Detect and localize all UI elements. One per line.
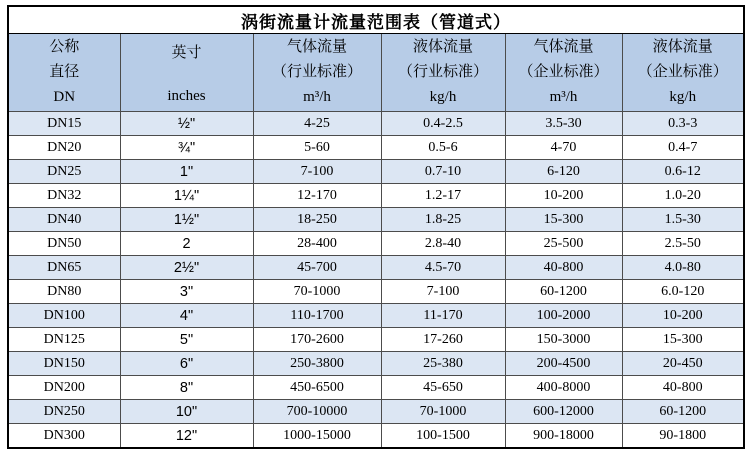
table-row: [8, 400, 744, 424]
header-gas-industry-line2: （行业标准）: [271, 64, 362, 80]
cell-dn: DN200: [8, 376, 120, 400]
cell-liq-ent: 90-1800: [622, 424, 744, 449]
cell-gas-ind: 1000-15000: [253, 424, 381, 449]
cell-liq-ent: 2.5-50: [622, 232, 744, 256]
cell-inches: 3": [120, 280, 253, 304]
cell-inches: ¾": [120, 136, 253, 160]
flow-range-table: [7, 5, 745, 449]
cell-inches: 1½": [120, 208, 253, 232]
table-row: [8, 232, 744, 256]
cell-gas-ind: 4-25: [253, 112, 381, 136]
cell-liq-ent: 0.3-3: [622, 112, 744, 136]
cell-dn: DN80: [8, 280, 120, 304]
header-liquid-industry-line1: 液体流量: [412, 39, 473, 55]
cell-gas-ent: 60-1200: [505, 280, 622, 304]
cell-gas-ind: 110-1700: [253, 304, 381, 328]
table-row: [8, 352, 744, 376]
header-gas-enterprise: [505, 34, 622, 112]
header-liquid-industry-line2: （行业标准）: [397, 64, 488, 80]
cell-dn: DN50: [8, 232, 120, 256]
header-gas-enterprise-unit: m³/h: [549, 89, 578, 105]
table-row: [8, 304, 744, 328]
cell-dn: DN65: [8, 256, 120, 280]
cell-liq-ent: 6.0-120: [622, 280, 744, 304]
cell-liq-ent: 15-300: [622, 328, 744, 352]
cell-inches: ½": [120, 112, 253, 136]
header-inches: [120, 34, 253, 112]
cell-gas-ind: 5-60: [253, 136, 381, 160]
header-liquid-enterprise: [622, 34, 744, 112]
table-row: [8, 160, 744, 184]
cell-gas-ind: 170-2600: [253, 328, 381, 352]
table-row: [8, 376, 744, 400]
cell-inches: 12": [120, 424, 253, 449]
cell-gas-ind: 700-10000: [253, 400, 381, 424]
cell-liq-ent: 1.5-30: [622, 208, 744, 232]
cell-dn: DN32: [8, 184, 120, 208]
cell-liq-ent: 10-200: [622, 304, 744, 328]
header-inches-line1: 英寸: [171, 45, 202, 61]
cell-liq-ent: 4.0-80: [622, 256, 744, 280]
header-gas-industry-unit: m³/h: [303, 89, 331, 105]
table-row: [8, 256, 744, 280]
table-row: [8, 208, 744, 232]
header-gas-enterprise-line2: （企业标准）: [518, 64, 609, 80]
cell-inches: 8": [120, 376, 253, 400]
cell-dn: DN300: [8, 424, 120, 449]
table-row: [8, 184, 744, 208]
header-row: [8, 34, 744, 112]
cell-liq-ent: 0.4-7: [622, 136, 744, 160]
cell-gas-ent: 10-200: [505, 184, 622, 208]
table-body: [8, 112, 744, 449]
header-liquid-enterprise-unit: kg/h: [669, 89, 697, 105]
cell-liq-ent: 60-1200: [622, 400, 744, 424]
table-row: [8, 136, 744, 160]
cell-liq-ind: 2.8-40: [381, 232, 505, 256]
cell-gas-ind: 12-170: [253, 184, 381, 208]
header-dn-line1: 公称: [49, 39, 80, 55]
cell-gas-ind: 250-3800: [253, 352, 381, 376]
cell-liq-ind: 1.2-17: [381, 184, 505, 208]
header-liquid-enterprise-line2: （企业标准）: [637, 64, 728, 80]
header-inches-line2: inches: [167, 88, 206, 104]
cell-gas-ind: 70-1000: [253, 280, 381, 304]
header-dn: [8, 34, 120, 112]
cell-liq-ind: 4.5-70: [381, 256, 505, 280]
cell-liq-ind: 70-1000: [381, 400, 505, 424]
cell-gas-ent: 400-8000: [505, 376, 622, 400]
cell-inches: 1": [120, 160, 253, 184]
cell-liq-ent: 1.0-20: [622, 184, 744, 208]
cell-gas-ind: 450-6500: [253, 376, 381, 400]
cell-gas-ent: 6-120: [505, 160, 622, 184]
header-gas-industry: [253, 34, 381, 112]
cell-gas-ent: 900-18000: [505, 424, 622, 449]
cell-gas-ent: 40-800: [505, 256, 622, 280]
header-gas-enterprise-line1: 气体流量: [533, 39, 594, 55]
cell-gas-ent: 25-500: [505, 232, 622, 256]
cell-liq-ind: 1.8-25: [381, 208, 505, 232]
cell-liq-ent: 0.6-12: [622, 160, 744, 184]
header-liquid-enterprise-line1: 液体流量: [652, 39, 713, 55]
cell-inches: 4": [120, 304, 253, 328]
cell-liq-ind: 45-650: [381, 376, 505, 400]
table-row: [8, 424, 744, 449]
cell-dn: DN20: [8, 136, 120, 160]
cell-gas-ent: 200-4500: [505, 352, 622, 376]
header-gas-industry-line1: 气体流量: [286, 39, 347, 55]
cell-liq-ind: 17-260: [381, 328, 505, 352]
cell-inches: 2: [120, 232, 253, 256]
cell-gas-ind: 18-250: [253, 208, 381, 232]
cell-gas-ent: 15-300: [505, 208, 622, 232]
cell-liq-ent: 20-450: [622, 352, 744, 376]
cell-dn: DN100: [8, 304, 120, 328]
cell-gas-ent: 600-12000: [505, 400, 622, 424]
cell-gas-ent: 100-2000: [505, 304, 622, 328]
table-row: [8, 112, 744, 136]
cell-inches: 5": [120, 328, 253, 352]
cell-liq-ind: 25-380: [381, 352, 505, 376]
cell-liq-ind: 0.7-10: [381, 160, 505, 184]
cell-liq-ent: 40-800: [622, 376, 744, 400]
cell-gas-ent: 4-70: [505, 136, 622, 160]
cell-liq-ind: 11-170: [381, 304, 505, 328]
cell-liq-ind: 0.5-6: [381, 136, 505, 160]
cell-inches: 1¼": [120, 184, 253, 208]
table-row: [8, 280, 744, 304]
cell-dn: DN125: [8, 328, 120, 352]
cell-liq-ind: 100-1500: [381, 424, 505, 449]
table-title: 涡街流量计流量范围表（管道式）: [8, 6, 744, 34]
cell-inches: 6": [120, 352, 253, 376]
cell-liq-ind: 0.4-2.5: [381, 112, 505, 136]
header-dn-line2: 直径: [49, 64, 80, 80]
cell-dn: DN40: [8, 208, 120, 232]
cell-gas-ind: 7-100: [253, 160, 381, 184]
cell-gas-ent: 3.5-30: [505, 112, 622, 136]
header-liquid-industry: [381, 34, 505, 112]
header-liquid-industry-unit: kg/h: [429, 89, 457, 105]
cell-inches: 2½": [120, 256, 253, 280]
cell-gas-ind: 45-700: [253, 256, 381, 280]
cell-gas-ind: 28-400: [253, 232, 381, 256]
cell-inches: 10": [120, 400, 253, 424]
cell-liq-ind: 7-100: [381, 280, 505, 304]
cell-dn: DN250: [8, 400, 120, 424]
cell-dn: DN25: [8, 160, 120, 184]
title-row: [8, 6, 744, 34]
header-dn-line3: DN: [53, 89, 76, 105]
cell-gas-ent: 150-3000: [505, 328, 622, 352]
cell-dn: DN150: [8, 352, 120, 376]
table-row: [8, 328, 744, 352]
cell-dn: DN15: [8, 112, 120, 136]
